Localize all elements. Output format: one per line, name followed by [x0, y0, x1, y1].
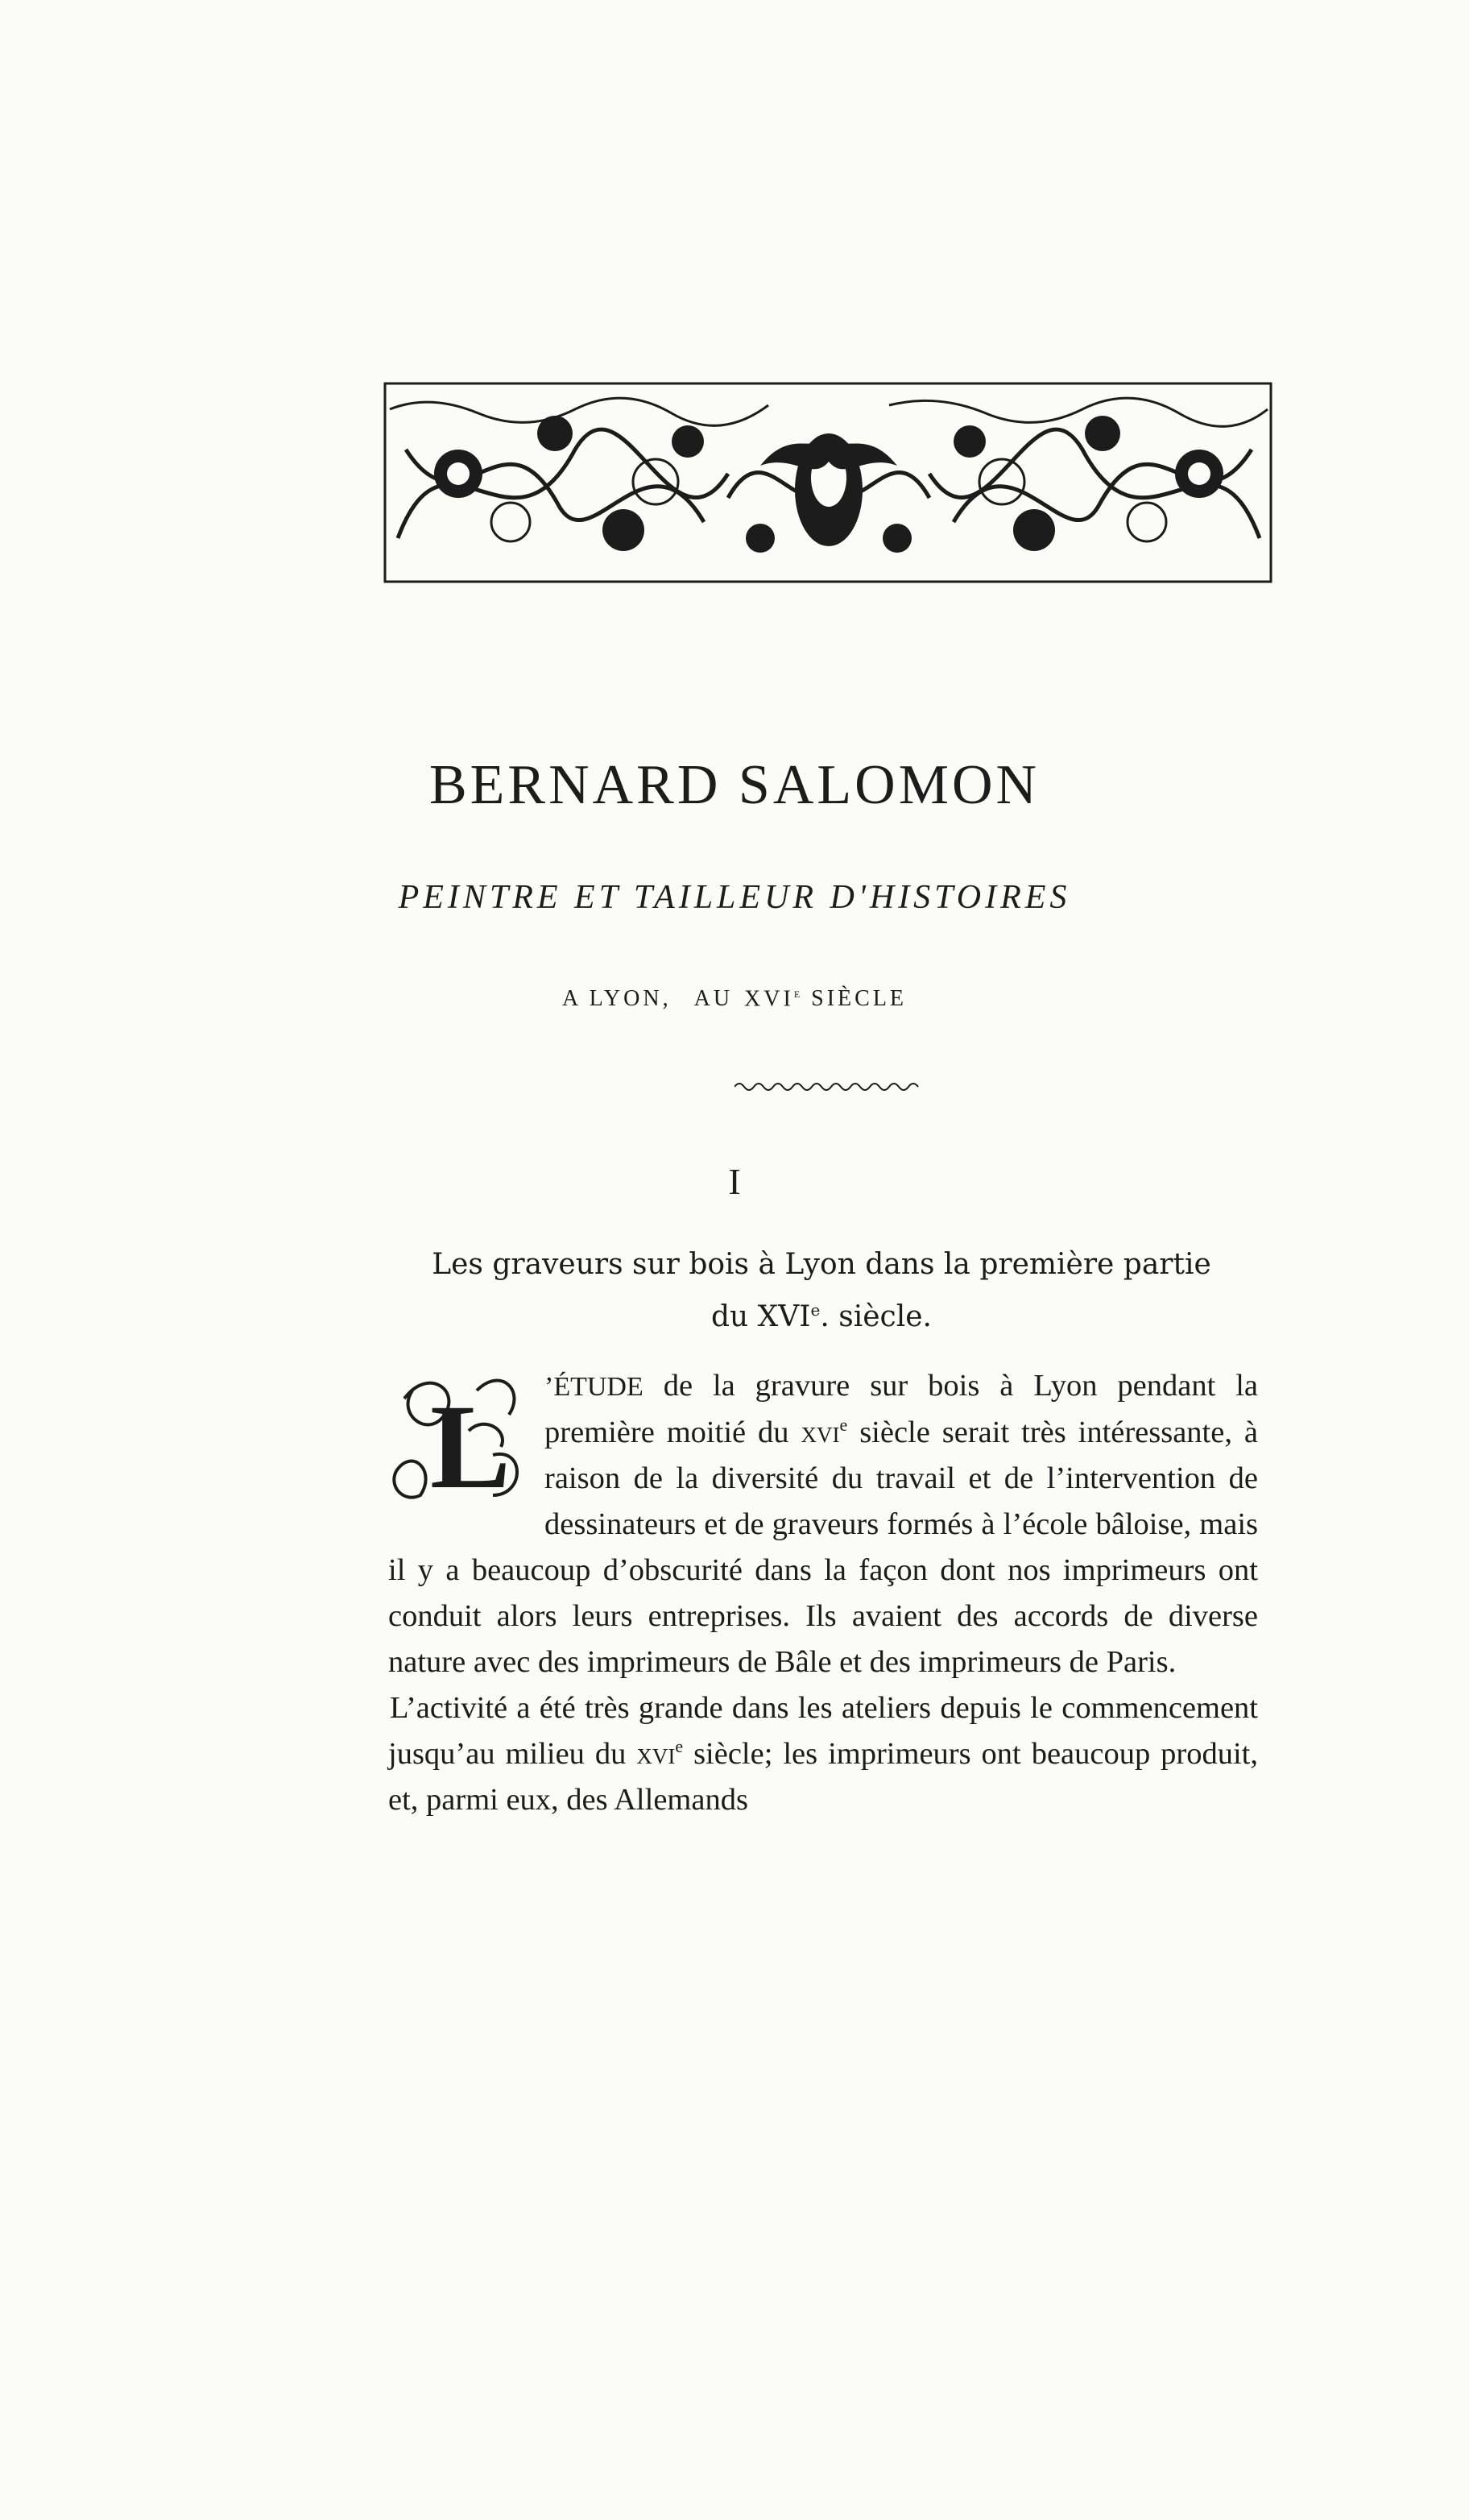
paragraph-2-century: xvi: [636, 1737, 676, 1771]
paragraph-1-text-b: siècle serait très intéressante, à raison de la diversité du travail et de l’intervention de dessinateurs et de graveurs formés à l’école bâloise, mais il y a beaucoup d’obscurité dans la façon dont nos imprimeurs ont conduit alors leurs entreprises. Ils avaient des accords de diverse nature avec des imprimeurs de Bâle et des imprimeurs de Paris.: [388, 1415, 1258, 1679]
paragraph-2-century-superscript: e: [675, 1736, 684, 1757]
dropcap: [388, 1366, 530, 1508]
paragraph-2: [388, 1685, 1258, 1823]
place-word-2: AU: [693, 986, 734, 1012]
section-heading: [387, 1242, 1256, 1340]
paragraph-1-century-superscript: e: [839, 1415, 848, 1436]
section-heading-line-2: [387, 1287, 1256, 1340]
ornamental-headpiece: [382, 377, 1276, 588]
section-heading-line-2-end: . siècle.: [820, 1300, 932, 1333]
paragraph-1-text-a: de la gravure sur bois à Lyon pendant la première moitié du: [544, 1369, 1258, 1449]
book-subtitle: PEINTRE ET TAILLEUR D'HISTOIRES: [398, 879, 1071, 916]
wavy-divider: [734, 1080, 920, 1094]
chapter-number: I: [728, 1161, 741, 1202]
paragraph-1-lead: ’ÉTUDE: [544, 1372, 643, 1402]
floral-ornament-icon: [382, 377, 1276, 588]
place-century-superscript: e: [793, 985, 801, 1001]
place-word-3: SIÈCLE: [811, 986, 908, 1012]
place-word-1: A LYON,: [561, 986, 672, 1012]
section-heading-line-2-start: du XVI: [711, 1300, 811, 1333]
paragraph-2-text-a: L’activité a été très grande dans les ateliers depuis le commencement jusqu’au milieu du: [388, 1691, 1258, 1771]
section-heading-line-1: Les graveurs sur bois à Lyon dans la première partie: [432, 1248, 1211, 1281]
svg-text:L: L: [430, 1380, 511, 1508]
section-heading-superscript: e: [810, 1300, 821, 1320]
book-title: BERNARD SALOMON: [428, 754, 1041, 816]
paragraph-2-text-b: siècle; les imprimeurs ont beaucoup produit, et, parmi eux, des Allemands: [388, 1737, 1259, 1817]
ornate-initial-l-icon: [388, 1366, 530, 1508]
place-and-century: [0, 985, 1469, 1012]
paragraph-1: [388, 1363, 1258, 1685]
place-century: XVI: [744, 986, 794, 1012]
paragraph-1-century: xvi: [801, 1415, 840, 1449]
body-text: [388, 1363, 1258, 1823]
